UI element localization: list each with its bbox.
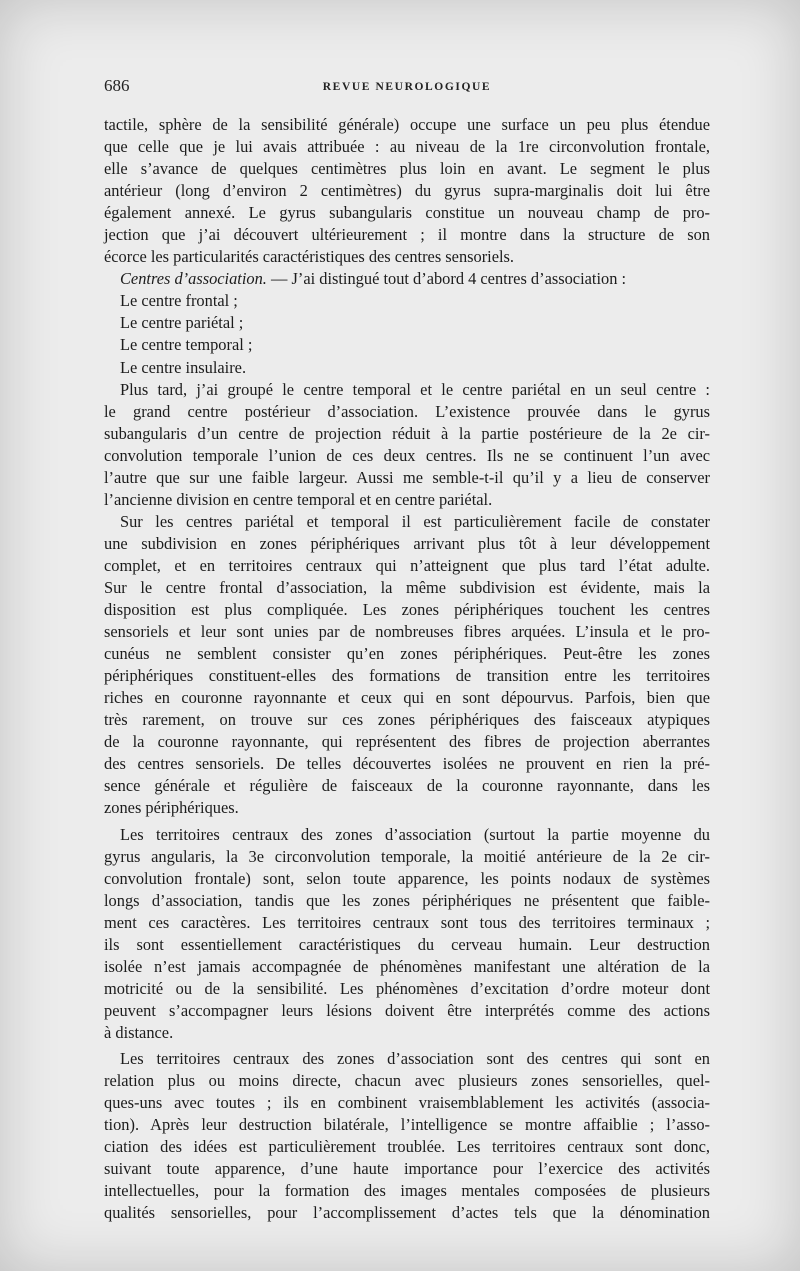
text-line: antérieur (long d’environ 2 centimètres) du gyrus supra-marginalis doit lui être — [104, 181, 710, 201]
text-line: cunéus ne semblent consister qu’en zones périphériques. Peut-être les zones — [104, 644, 710, 664]
text-line: périphériques constituent-elles des formations de transition entre les territoires — [104, 666, 710, 686]
text-line: disposition est plus compliquée. Les zones périphériques touchent les centres — [104, 600, 710, 620]
section-heading: Centres d’association. — [120, 269, 267, 289]
text-line: Plus tard, j’ai groupé le centre temporal et le centre pariétal en un seul centre : — [120, 379, 710, 399]
text-line: subangularis d’un centre de projection réduit à la partie postérieure de la 2e cir- — [104, 423, 710, 443]
running-title: REVUE NEUROLOGIQUE — [322, 81, 492, 93]
list-item: Le centre insulaire. — [120, 357, 247, 377]
text-line: ciation des idées est particulièrement troublée. Les territoires centraux sont donc, — [104, 1137, 710, 1157]
text-line: à distance. — [104, 1022, 174, 1042]
text-line: l’autre que sur une faible largeur. Aussi me semble-t-il qu’il y a lieu de conserver — [104, 467, 710, 487]
text-line: une subdivision en zones périphériques arrivant plus tôt à leur développement — [104, 533, 710, 553]
article-body — [104, 114, 710, 1224]
text-line: sence générale et régulière de faisceaux de la couronne rayonnante, dans les — [104, 776, 710, 796]
text-line: ques-uns avec toutes ; ils en combinent vraisemblablement les activités (associa- — [104, 1093, 710, 1113]
page-number: 686 — [104, 76, 130, 95]
text-line: écorce les particularités caractéristiques des centres sensoriels. — [104, 247, 515, 267]
text-line: de la couronne rayonnante, qui représentent des fibres de projection aberrantes — [104, 732, 710, 752]
text-line: sensoriels et leur sont unies par de nombreuses fibres arquées. L’insula et le pro- — [104, 622, 710, 642]
text-line: gyrus angularis, la 3e circonvolution temporale, la moitié antérieure de la 2e cir- — [104, 846, 710, 866]
text-line: relation plus ou moins directe, chacun avec plusieurs zones sensorielles, quel- — [104, 1071, 710, 1091]
text-line: elle s’avance de quelques centimètres plus loin en avant. Le segment le plus — [104, 159, 710, 179]
text-line: Les territoires centraux des zones d’association (surtout la partie moyenne du — [120, 824, 710, 844]
text-line: également annexé. Le gyrus subangularis constitue un nouveau champ de pro- — [104, 203, 710, 223]
text-line: l’ancienne division en centre temporal et en centre pariétal. — [104, 489, 493, 509]
text-line: des centres sensoriels. De telles découvertes isolées ne prouvent en rien la pré- — [104, 754, 710, 774]
text-line: Sur les centres pariétal et temporal il est particulièrement facile de constater — [120, 511, 710, 531]
text-line: suivant toute apparence, d’une haute importance pour l’exercice des activités — [104, 1159, 710, 1179]
text-line: ils sont essentiellement caractéristiques du cerveau humain. Leur destruction — [104, 934, 710, 954]
list-item: Le centre temporal ; — [120, 335, 253, 355]
text-line: jection que j’ai découvert ultérieurement ; il montre dans la structure de son — [104, 225, 710, 245]
text-line: tion). Après leur destruction bilatérale, l’intelligence se montre affaiblie ; l’asso- — [104, 1115, 710, 1135]
text-line: longs d’association, tandis que les zones périphériques ne présentent que faible- — [104, 890, 710, 910]
list-item: Le centre pariétal ; — [120, 313, 244, 333]
list-item: Le centre frontal ; — [120, 291, 238, 311]
text-line: très rarement, on trouve sur ces zones périphériques des faisceaux atypiques — [104, 710, 710, 730]
text-line: Sur le centre frontal d’association, la même subdivision est évidente, mais la — [104, 577, 710, 597]
text-line: complet, et en territoires centraux qui n’atteignent que plus tard l’état adulte. — [104, 555, 710, 575]
text-line: motricité ou de la sensibilité. Les phénomènes d’excitation d’ordre moteur dont — [104, 978, 710, 998]
text-line: convolution temporale l’union de ces deux centres. Ils ne se continuent l’un avec — [104, 445, 710, 465]
text-line: qualités sensorielles, pour l’accomplissement d’actes tels que la dénomination — [104, 1203, 710, 1223]
text-line: riches en couronne rayonnante et ceux qui en sont dépourvus. Parfois, bien que — [104, 688, 710, 708]
text-line: Les territoires centraux des zones d’association sont des centres qui sont en — [120, 1048, 710, 1068]
text-line: ment ces caractères. Les territoires centraux sont tous des territoires terminaux ; — [104, 912, 710, 932]
text-line: convolution frontale) sont, selon toute apparence, les points nodaux de systèmes — [104, 868, 710, 888]
section-heading-rest: — J’ai distingué tout d’abord 4 centres d’association : — [266, 269, 627, 289]
section-heading-line — [104, 268, 710, 290]
text-line: intellectuelles, pour la formation des images mentales composées de plusieurs — [104, 1181, 710, 1201]
text-line: zones périphériques. — [104, 798, 239, 818]
page-header — [104, 76, 710, 100]
text-line: isolée n’est jamais accompagnée de phénomènes manifestant une altération de la — [104, 956, 710, 976]
text-line: le grand centre postérieur d’association. L’existence prouvée dans le gyrus — [104, 401, 710, 421]
text-line: peuvent s’accompagner leurs lésions doivent être interprétés comme des actions — [104, 1000, 710, 1020]
text-line: tactile, sphère de la sensibilité générale) occupe une surface un peu plus étendue — [104, 115, 710, 134]
text-line: que celle que je lui avais attribuée : au niveau de la 1re circonvolution frontale, — [104, 137, 710, 157]
